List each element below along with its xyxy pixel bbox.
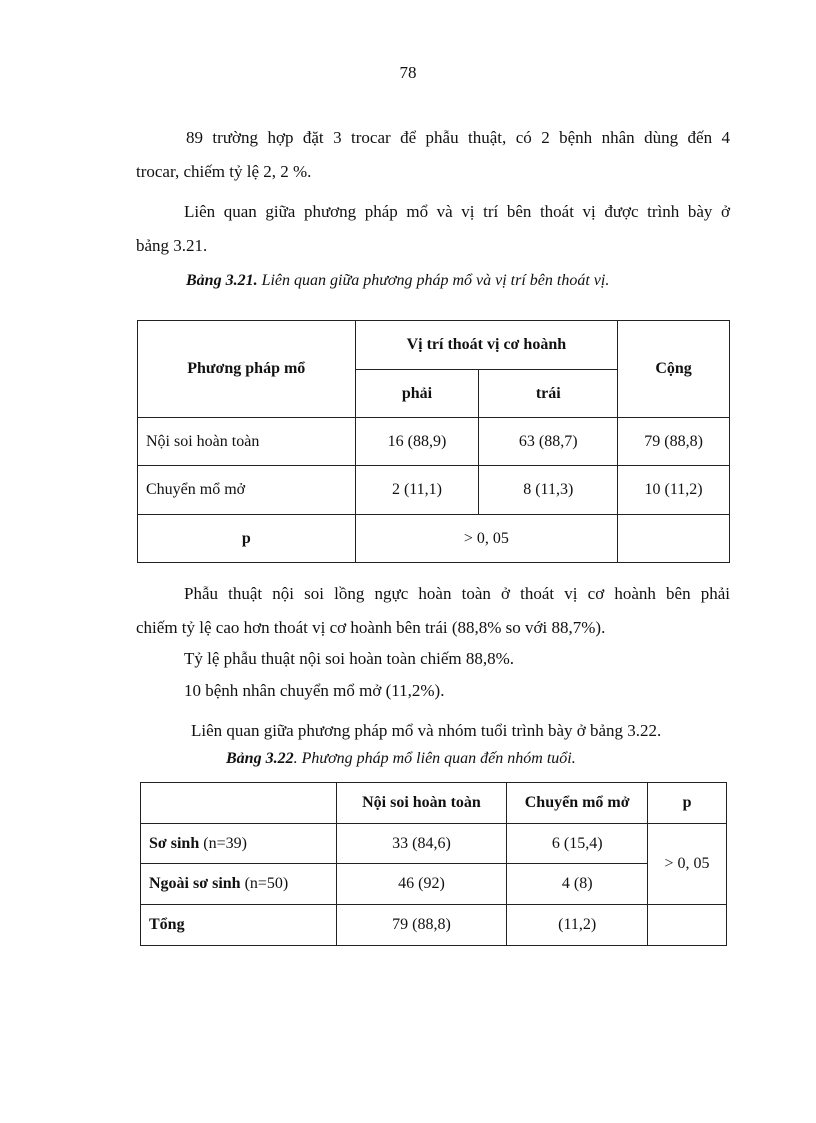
row-label: Chuyển mổ mở (138, 466, 356, 515)
p-value: > 0, 05 (355, 515, 618, 563)
p-label: p (138, 515, 356, 563)
cell-total: 10 (11,2) (618, 466, 730, 515)
header-method: Phương pháp mổ (138, 321, 356, 418)
paragraph-2-line-1: Liên quan giữa phương pháp mổ và vị trí bên thoát vị được trình bày ở (184, 202, 730, 221)
paragraph-3-line-1: Phẫu thuật nội soi lồng ngực hoàn toàn ở thoát vị cơ hoành bên phải (184, 584, 730, 603)
cell-converted: (11,2) (507, 905, 648, 946)
header-laparoscopic: Nội soi hoàn toàn (336, 783, 507, 824)
paragraph-1-line-2: trocar, chiếm tỷ lệ 2, 2 %. (136, 162, 312, 181)
table-3-21 (137, 320, 730, 563)
row-label (141, 864, 337, 905)
header-right-side: phải (355, 370, 479, 418)
table-3-22-caption-label: Bảng 3.22 (226, 750, 294, 767)
paragraph-4: Tỷ lệ phẫu thuật nội soi hoàn toàn chiếm 88,8%. (184, 649, 515, 668)
page-number: 78 (399, 63, 417, 82)
row-label-count: (n=50) (240, 875, 289, 892)
table-row (138, 515, 730, 563)
row-label-name: Tổng (149, 916, 185, 933)
paragraph-2-line-2: bảng 3.21. (136, 236, 208, 255)
cell-left: 8 (11,3) (479, 466, 618, 515)
cell-laparoscopic: 79 (88,8) (336, 905, 507, 946)
row-label: Nội soi hoàn toàn (138, 418, 356, 466)
table-3-22-caption-text: . Phương pháp mổ liên quan đến nhóm tuổi. (293, 750, 576, 767)
cell-laparoscopic: 33 (84,6) (336, 824, 507, 864)
row-label (141, 824, 337, 864)
cell-left: 63 (88,7) (479, 418, 618, 466)
row-label-name: Ngoài sơ sinh (149, 875, 241, 892)
row-label-count: (n=39) (199, 834, 247, 852)
cell-right: 2 (11,1) (355, 466, 479, 515)
cell-converted: 4 (8) (507, 864, 648, 905)
paragraph-1-line-1: 89 trường hợp đặt 3 trocar để phẫu thuật, có 2 bệnh nhân dùng đến 4 (186, 128, 730, 147)
table-3-21-caption (186, 272, 609, 290)
row-label-name: Sơ sinh (149, 834, 200, 852)
table-3-21-caption-text: Liên quan giữa phương pháp mổ và vị trí bên thoát vị. (257, 272, 610, 289)
table-row (141, 824, 727, 864)
paragraph-5: 10 bệnh nhân chuyển mổ mở (11,2%). (184, 681, 445, 700)
empty-cell (648, 905, 727, 946)
empty-cell (618, 515, 730, 563)
paragraph-3-line-2: chiếm tỷ lệ cao hơn thoát vị cơ hoành bên trái (88,8% so với 88,7%). (136, 618, 606, 637)
table-3-22 (140, 782, 727, 946)
table-row (141, 864, 727, 905)
header-total: Cộng (618, 321, 730, 418)
table-3-22-caption (226, 750, 576, 768)
table-row (138, 418, 730, 466)
cell-right: 16 (88,9) (355, 418, 479, 466)
header-converted: Chuyển mổ mở (507, 783, 648, 824)
row-label (141, 905, 337, 946)
header-empty (141, 783, 337, 824)
cell-total: 79 (88,8) (618, 418, 730, 466)
p-value: > 0, 05 (648, 824, 727, 905)
paragraph-6: Liên quan giữa phương pháp mổ và nhóm tuổi trình bày ở bảng 3.22. (191, 721, 662, 740)
table-3-21-caption-label: Bảng 3.21. (186, 272, 258, 289)
table-row (138, 466, 730, 515)
header-position: Vị trí thoát vị cơ hoành (355, 321, 618, 370)
header-left-side: trái (479, 370, 618, 418)
cell-converted: 6 (15,4) (507, 824, 648, 864)
header-p: p (648, 783, 727, 824)
cell-laparoscopic: 46 (92) (336, 864, 507, 905)
table-row (141, 905, 727, 946)
